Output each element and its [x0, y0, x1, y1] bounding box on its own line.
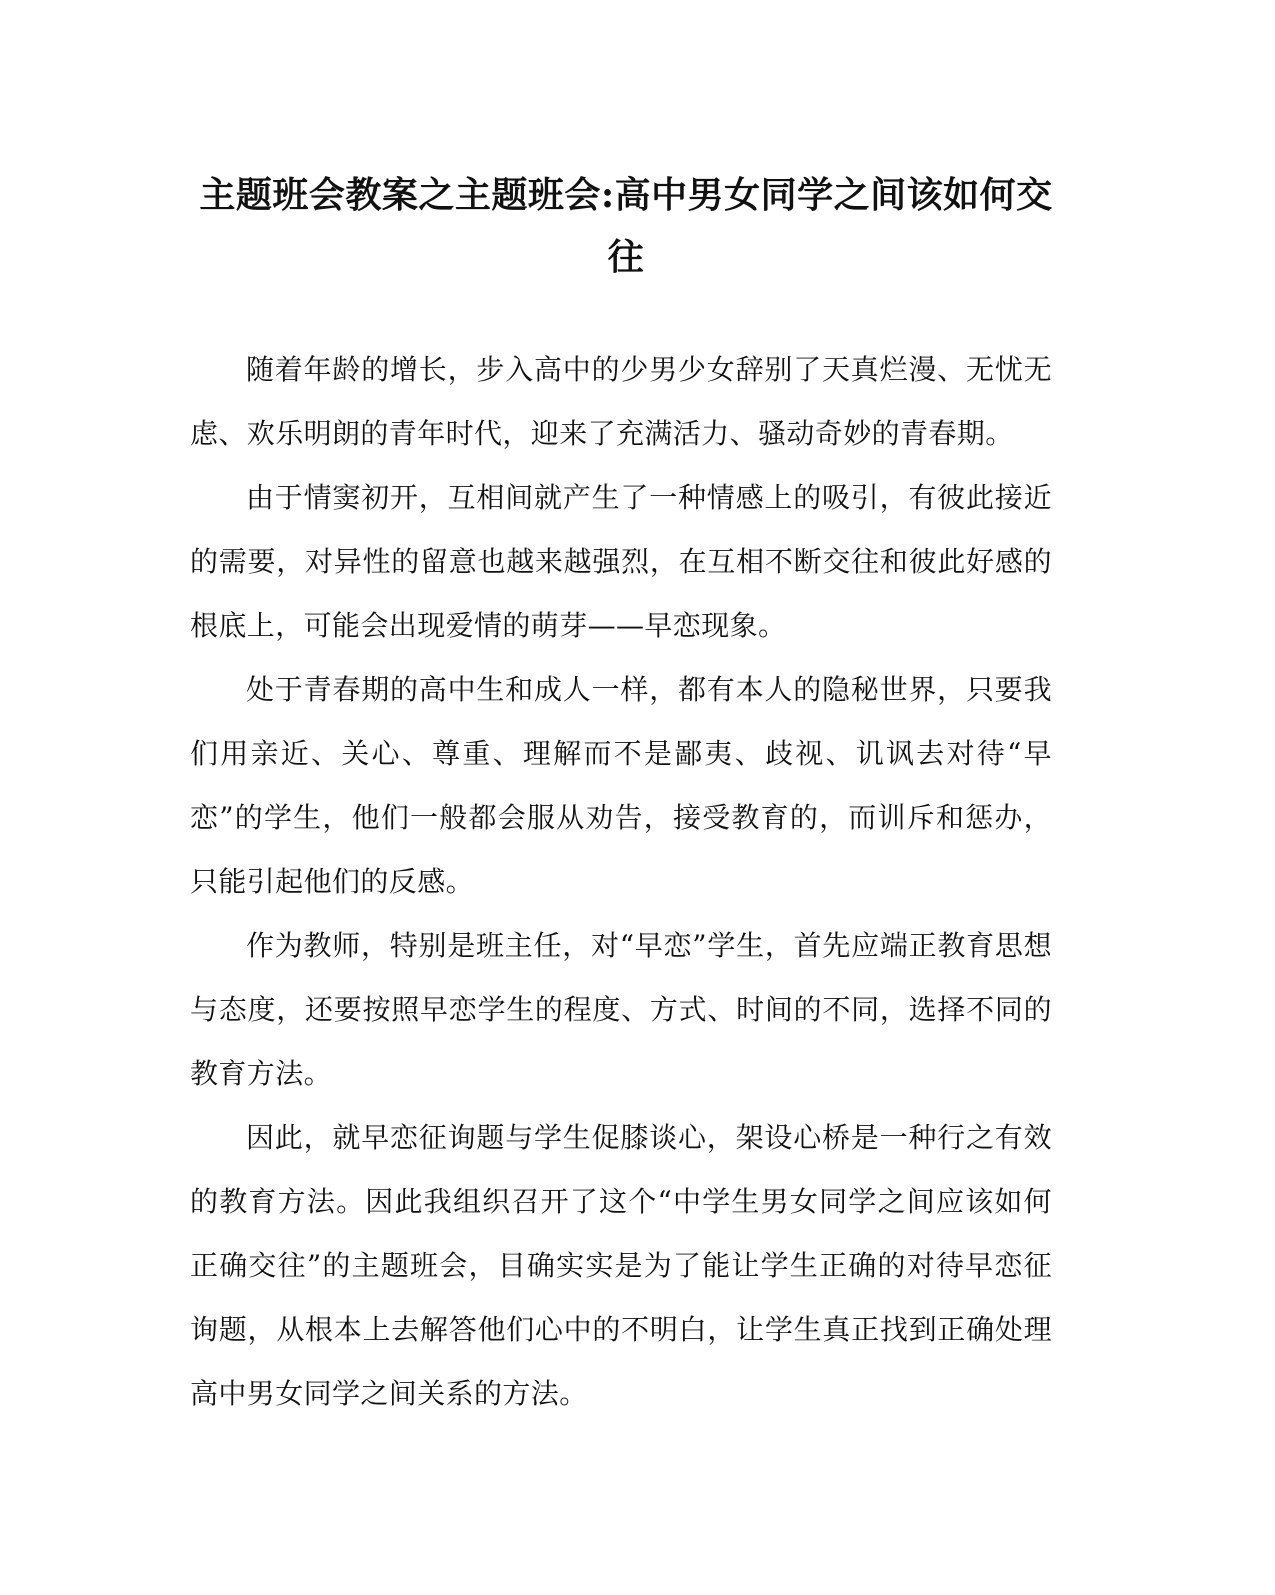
- paragraph-4: 作为教师，特别是班主任，对“早恋”学生，首先应端正教育思想与态度，还要按照早恋学生的程度、方式、时间的不同，选择不同的教育方法。: [190, 929, 1052, 1090]
- document-body: [190, 338, 1052, 1426]
- document-title: 主题班会教案之主题班会:高中男女同学之间该如何交往: [199, 174, 1053, 278]
- paragraph-1: 随着年龄的增长，步入高中的少男少女辞别了天真烂漫、无忧无虑、欢乐明朗的青年时代，迎来了充满活力、骚动奇妙的青春期。: [190, 353, 1052, 450]
- paragraph-2: 由于情窦初开，互相间就产生了一种情感上的吸引，有彼此接近的需要，对异性的留意也越来越强烈，在互相不断交往和彼此好感的根底上，可能会出现爱情的萌芽——早恋现象。: [190, 481, 1052, 642]
- paragraph-5: 因此，就早恋征询题与学生促膝谈心，架设心桥是一种行之有效的教育方法。因此我组织召开了这个“中学生男女同学之间应该如何正确交往”的主题班会，目确实实是为了能让学生正确的对待早恋征询题，从根本上去解答他们心中的不明白，让学生真正找到正确处理高中男女同学之间关系的方法。: [190, 1121, 1052, 1410]
- paragraph-3: 处于青春期的高中生和成人一样，都有本人的隐秘世界，只要我们用亲近、关心、尊重、理解而不是鄙夷、歧视、讥讽去对待“早恋”的学生，他们一般都会服从劝告，接受教育的，而训斥和惩办，只能引起他们的反感。: [190, 673, 1052, 898]
